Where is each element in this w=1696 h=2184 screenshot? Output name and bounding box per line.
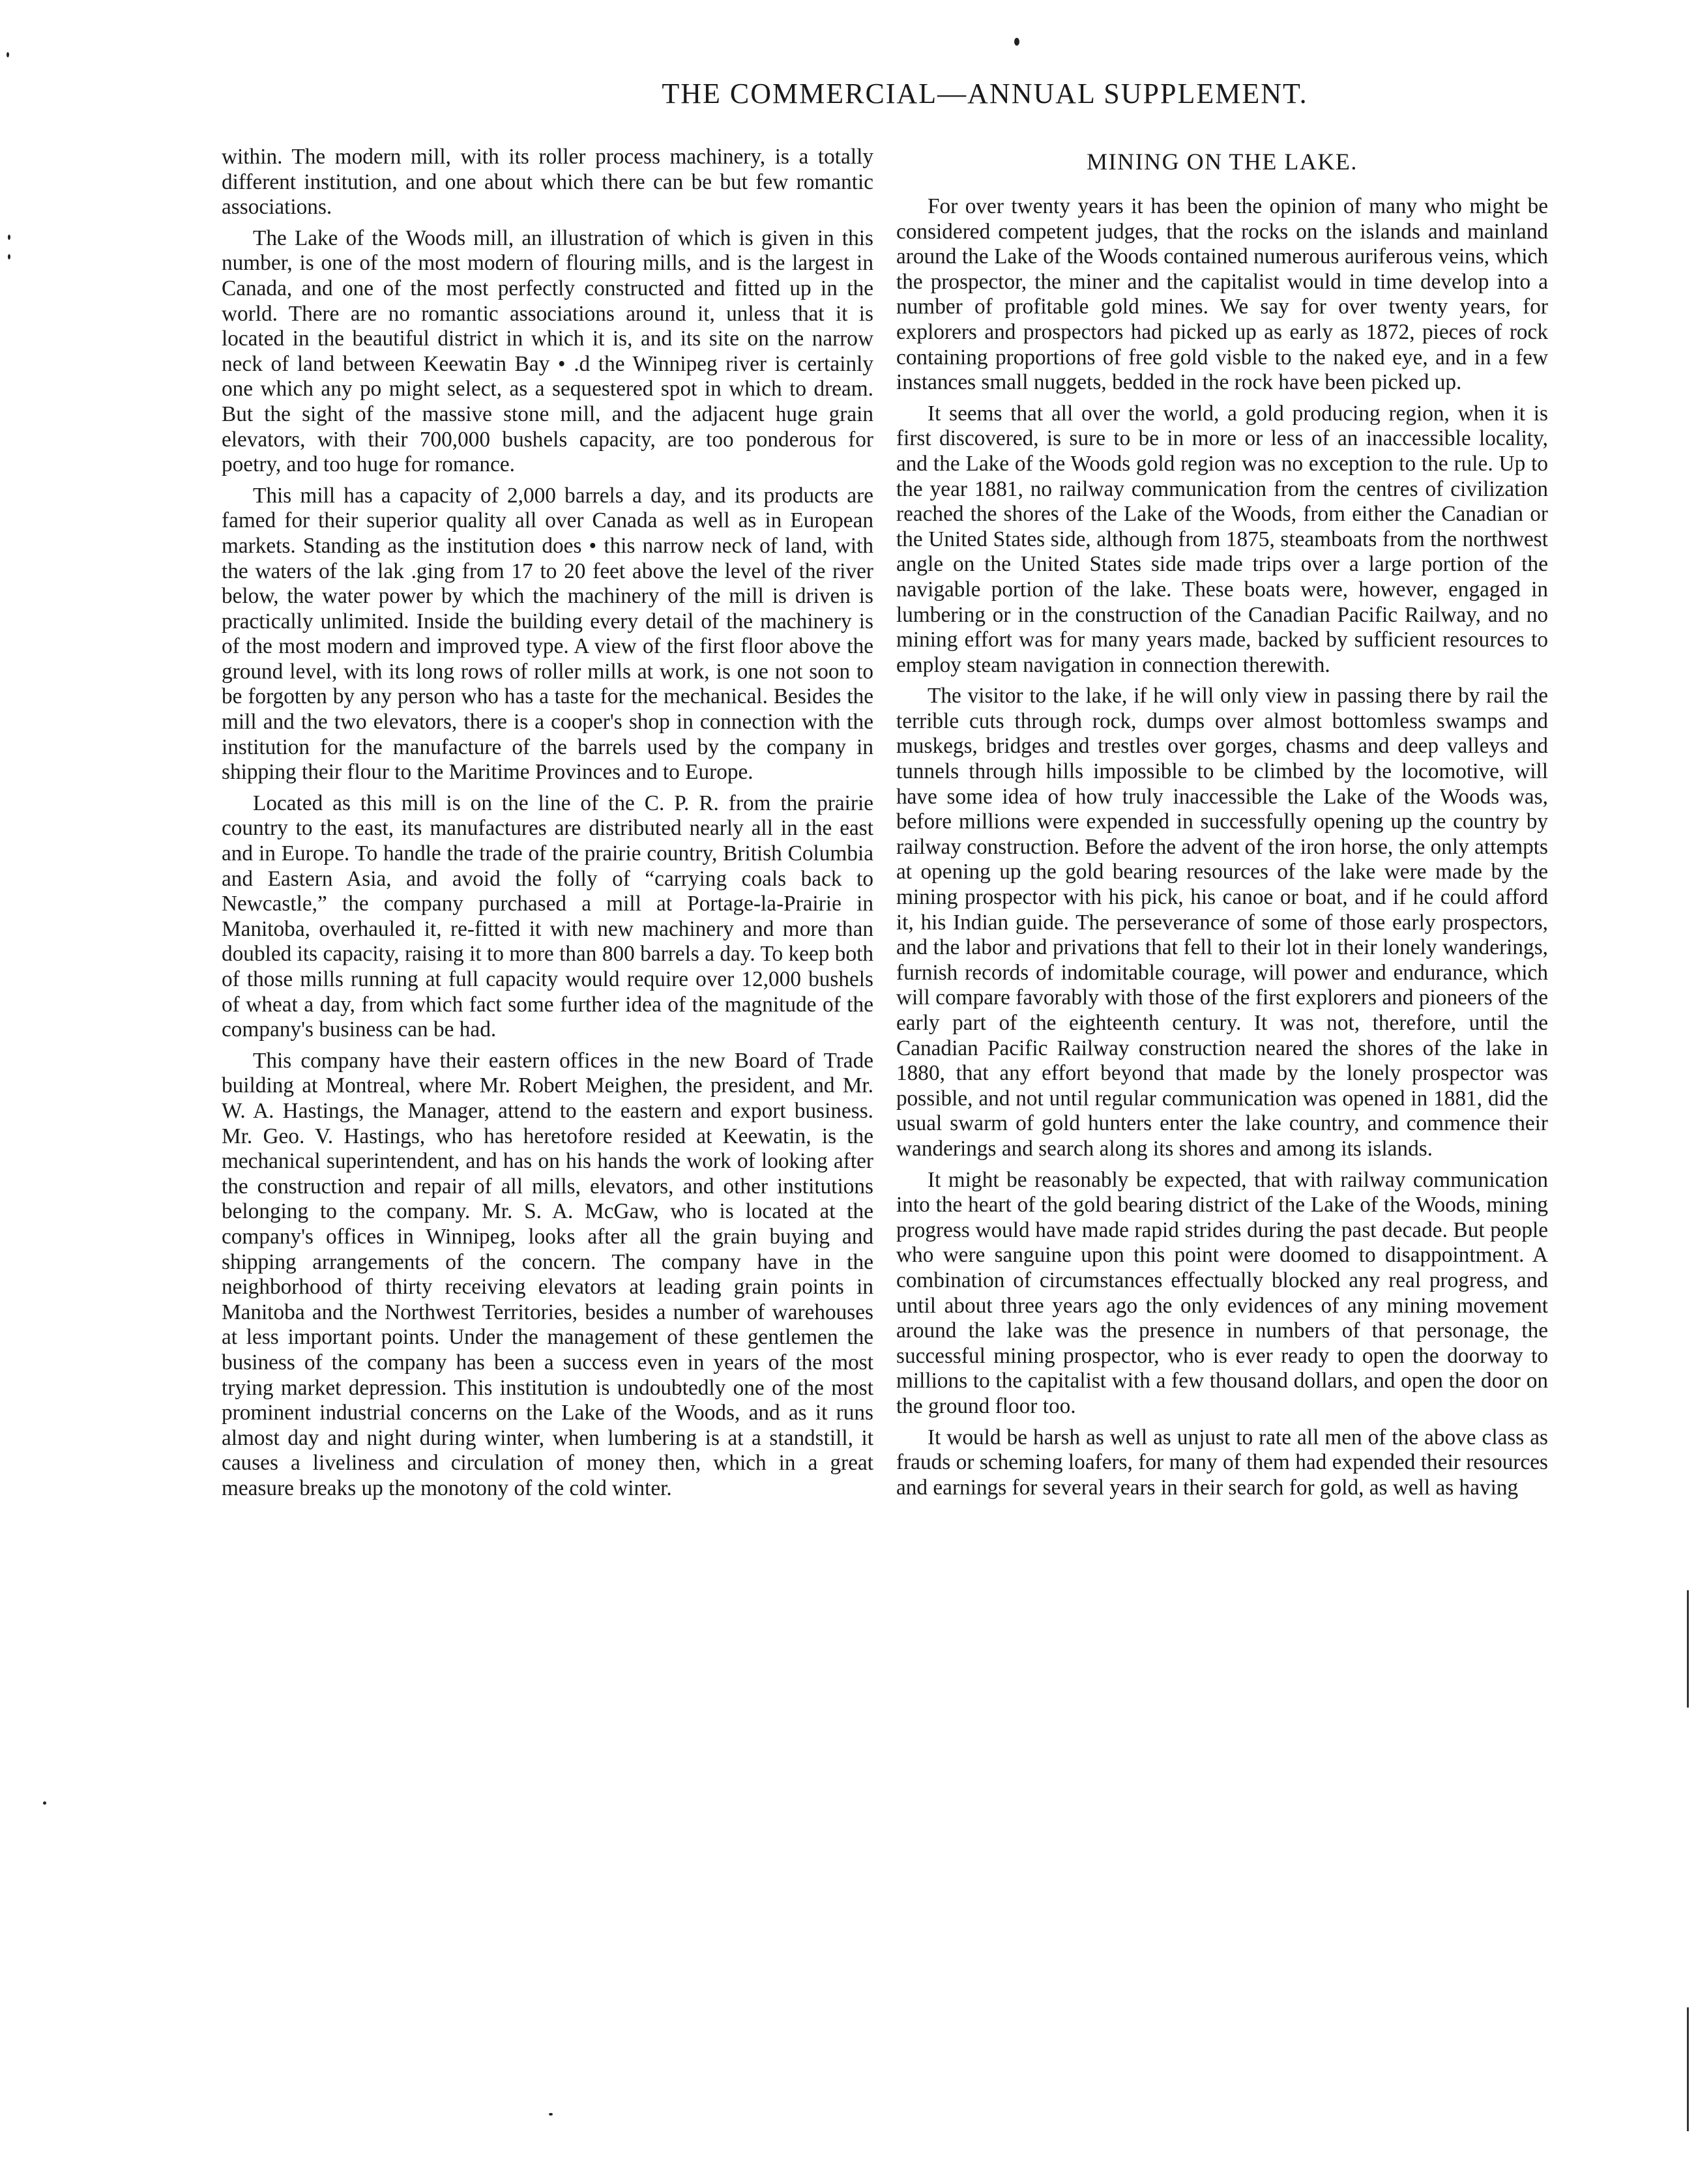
- ink-speck: [8, 235, 10, 240]
- page-edge-mark: [1687, 2007, 1689, 2131]
- page-edge-mark: [1687, 1590, 1689, 1708]
- ink-speck: [1014, 38, 1019, 46]
- paragraph: The Lake of the Woods mill, an illustration of which is given in this number, is one of the most modern of flouring mills, and is the largest in Canada, and one of the most perfectly constructed and fitted up in the world. There are no romantic associations around it, unless that it is located in the beautiful district in which it is, and its site on the narrow neck of land between Keewatin Bay • .d the Winnipeg river is certainly one which any po might select, as a sequestered spot in which to dream. But the sight of the massive stone mill, and the adjacent huge grain elevators, with their 700,000 bushels capacity, are too ponderous for poetry, and too huge for romance.: [222, 226, 873, 477]
- paragraph: It might be reasonably be expected, that with railway communication into the heart of the gold bearing district of the Lake of the Woods, mining progress would have made rapid strides during the past decade. But people who were sanguine upon this point were doomed to disappointment. A combination of circumstances effectually blocked any real progress, and until about three years ago the only evidences of any mining movement around the lake was the presence in numbers of that personage, the successful mining prospector, who is ever ready to open the doorway to millions to the capitalist with a few thousand dollars, and open the door on the ground floor too.: [896, 1167, 1548, 1418]
- right-column: [896, 145, 1548, 1506]
- paragraph: The visitor to the lake, if he will only view in passing there by rail the terrible cuts through rock, dumps over almost bottomless swamps and muskegs, bridges and trestles over gorges, chasms and deep valleys and tunnels through hills impossible to be climbed by the locomotive, will have some idea of how truly inaccessible the Lake of the Woods was, before millions were expended in successfully opening up the country by railway construction. Before the advent of the iron horse, the only attempts at opening up the gold bearing resources of the lake were made by the mining prospector with his pick, his canoe or boat, and if he could afford it, his Indian guide. The perseverance of some of those early prospectors, and the labor and privations that fell to their lot in their lonely wanderings, furnish records of indomitable courage, will power and endurance, which will compare favorably with those of the first explorers and pioneers of the early part of the eighteenth century. It was not, therefore, until the Canadian Pacific Railway construction neared the shores of the lake in 1880, that any effort beyond that made by the lonely prospector was possible, and not until regular communication was opened in 1881, did the usual swarm of gold hunters enter the lake country, and commence their wanderings and search along its shores and among its islands.: [896, 684, 1548, 1161]
- paragraph: within. The modern mill, with its roller process machinery, is a totally different institution, and one about which there can be but few romantic associations.: [222, 145, 873, 220]
- paragraph: This company have their eastern offices in the new Board of Trade building at Montreal, where Mr. Robert Meighen, the president, and Mr. W. A. Hastings, the Manager, attend to the eastern and export business. Mr. Geo. V. Hastings, who has heretofore resided at Keewatin, is the mechanical superintendent, and has on his hands the work of looking after the construction and repair of all mills, elevators, and other institutions belonging to the company. Mr. S. A. McGaw, who is located at the company's offices in Winnipeg, looks after all the grain buying and shipping arrangements of the concern. The company have in the neighborhood of thirty receiving elevators at leading grain points in Manitoba and the Northwest Territories, besides a number of warehouses at less important points. Under the management of these gentlemen the business of the company has been a success even in years of the most trying market depression. This institution is undoubtedly one of the most prominent industrial concerns on the Lake of the Woods, and as it runs almost day and night during winter, when lumbering is at a standstill, it causes a liveliness and circulation of money then, which in a great measure breaks up the monotony of the cold winter.: [222, 1048, 873, 1500]
- header-title: THE COMMERCIAL—ANNUAL SUPPLEMENT.: [662, 78, 1308, 109]
- paragraph: For over twenty years it has been the opinion of many who might be considered competent judges, that the rocks on the islands and mainland around the Lake of the Woods contained numerous auriferous veins, which the prospector, the miner and the capitalist would in time develop into a number of profitable gold mines. We say for over twenty years, for explorers and prospectors had picked up as early as 1872, pieces of rock containing proportions of free gold visble to the naked eye, and in a few instances small nuggets, bedded in the rock have been picked up.: [896, 194, 1548, 395]
- ink-speck: [7, 52, 9, 57]
- page-header: [0, 77, 1696, 111]
- paragraph: Located as this mill is on the line of the C. P. R. from the prairie country to the east, its manufactures are distributed nearly all in the east and in Europe. To handle the trade of the prairie country, British Columbia and Eastern Asia, and avoid the folly of “carrying coals back to Newcastle,” the company purchased a mill at Portage-la-Prairie in Manitoba, overhauled it, re-fitted it with new machinery and more than doubled its capacity, raising it to more than 800 barrels a day. To keep both of those mills running at full capacity would require over 12,000 bushels of wheat a day, from which fact some further idea of the magnitude of the company's business can be had.: [222, 791, 873, 1042]
- section-title: MINING ON THE LAKE.: [1087, 149, 1358, 175]
- ink-speck: [43, 1801, 46, 1805]
- paragraph: It seems that all over the world, a gold producing region, when it is first discovered, is sure to be in more or less of an inaccessible locality, and the Lake of the Woods gold region was no exception to the rule. Up to the year 1881, no railway communication from the centres of civilization reached the shores of the Lake of the Woods, from either the Canadian or the United States side, although from 1875, steamboats from the northwest angle on the United States side made trips over a large portion of the navigable portion of the lake. These boats were, however, engaged in lumbering or in the construction of the Canadian Pacific Railway, and no mining effort was for many years made, backed by sufficient resources to employ steam navigation in connection therewith.: [896, 401, 1548, 677]
- ink-speck: [8, 254, 10, 259]
- paragraph: It would be harsh as well as unjust to rate all men of the above class as frauds or scheming loafers, for many of them had expended their resources and earnings for several years in their search for gold, as well as having: [896, 1425, 1548, 1500]
- left-column: [222, 145, 873, 1507]
- paragraph: This mill has a capacity of 2,000 barrels a day, and its products are famed for their superior quality all over Canada as well as in European markets. Standing as the institution does • this narrow neck of land, with the waters of the lak .ging from 17 to 20 feet above the level of the river below, the water power by which the machinery of the mill is driven is practically unlimited. Inside the building every detail of the machinery is of the most modern and improved type. A view of the first floor above the ground level, with its long rows of roller mills at work, is one not soon to be forgotten by any person who has a taste for the mechanical. Besides the mill and the two elevators, there is a cooper's shop in connection with the institution for the manufacture of the barrels used by the company in shipping their flour to the Maritime Provinces and to Europe.: [222, 483, 873, 785]
- ink-speck: [549, 2113, 553, 2116]
